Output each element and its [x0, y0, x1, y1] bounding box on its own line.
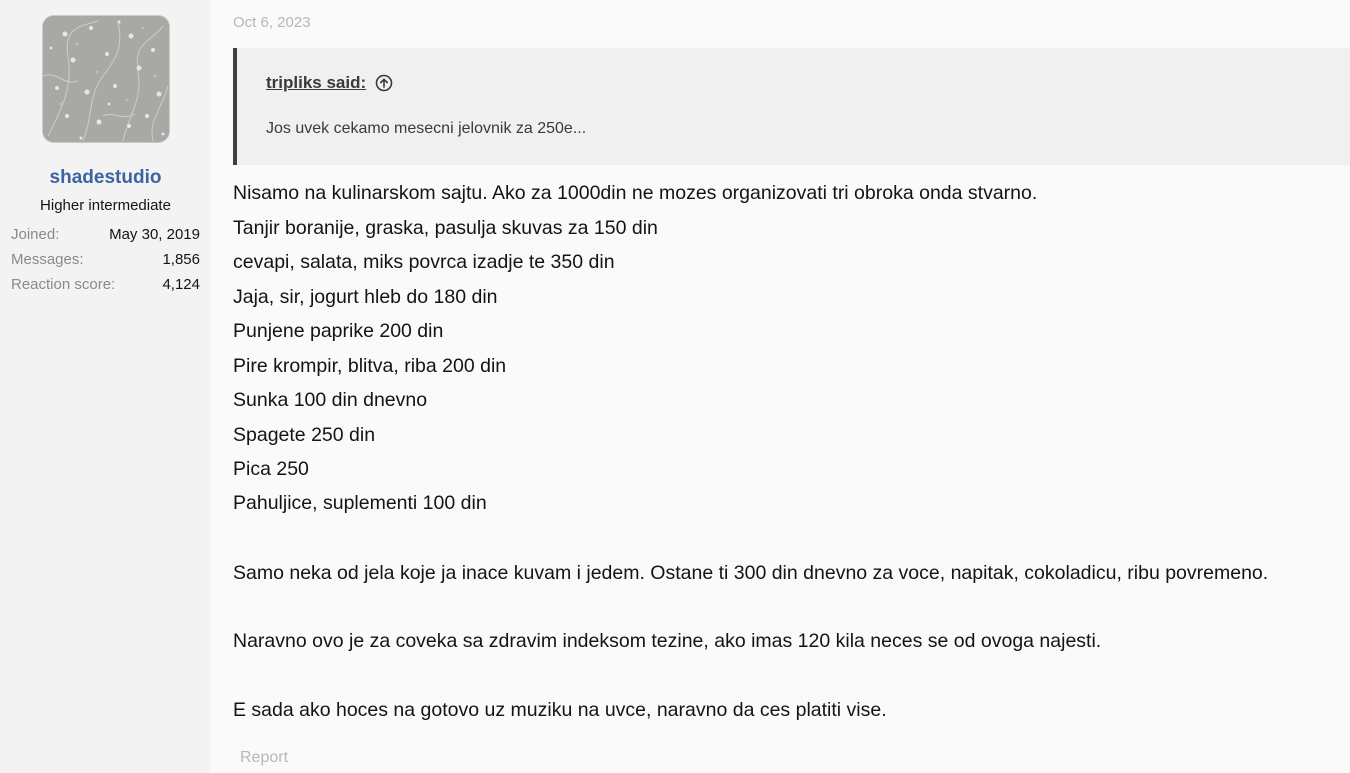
post-line: cevapi, salata, miks povrca izadje te 350 din [233, 251, 615, 273]
report-link[interactable]: Report [240, 749, 289, 766]
stat-value[interactable]: 1,856 [162, 251, 200, 268]
post-line: Pahuljice, suplementi 100 din [233, 492, 487, 514]
quote-block [233, 48, 1350, 165]
user-info-column [0, 0, 211, 773]
post-line: Pica 250 [233, 458, 309, 480]
post-line: Naravno ovo je za coveka sa zdravim indeksom tezine, ako imas 120 kila neces se od ovoga najesti. [233, 630, 1102, 652]
quote-author-link[interactable]: tripliks said: [266, 73, 367, 92]
stat-joined [11, 226, 200, 248]
stat-label: Reaction score: [11, 276, 116, 293]
post-line: Samo neka od jela koje ja inace kuvam i jedem. Ostane ti 300 din dnevno za voce, napitak, cokoladicu, ribu povremeno. [233, 562, 1269, 584]
stat-value: 4,124 [162, 276, 200, 293]
post-line: Pire krompir, blitva, riba 200 din [233, 355, 507, 377]
avatar[interactable] [42, 15, 170, 143]
stat-reaction-score [11, 276, 200, 298]
quote-header [266, 73, 393, 93]
quote-text: Jos uvek cekamo mesecni jelovnik za 250e... [266, 120, 587, 137]
floral-avatar-image [43, 16, 169, 142]
post-date-link[interactable]: Oct 6, 2023 [233, 14, 311, 31]
post-line: Spagete 250 din [233, 424, 376, 446]
post-line: Punjene paprike 200 din [233, 320, 444, 342]
stat-label: Joined: [11, 226, 60, 243]
post-line: E sada ako hoces na gotovo uz muziku na uvce, naravno da ces platiti vise. [233, 699, 887, 721]
stat-value: May 30, 2019 [109, 226, 200, 243]
post-line: Nisamo na kulinarskom sajtu. Ako za 1000din ne mozes organizovati tri obroka onda stvarno. [233, 182, 1038, 204]
user-title: Higher intermediate [40, 197, 171, 214]
stat-messages [11, 251, 200, 273]
post-line: Tanjir boranije, graska, pasulja skuvas za 150 din [233, 217, 658, 239]
username-link[interactable]: shadestudio [49, 167, 162, 188]
circle-arrow-up-icon[interactable] [375, 74, 393, 92]
post-line: Sunka 100 din dnevno [233, 389, 428, 411]
stat-label: Messages: [11, 251, 84, 268]
post-line: Jaja, sir, jogurt hleb do 180 din [233, 286, 498, 308]
